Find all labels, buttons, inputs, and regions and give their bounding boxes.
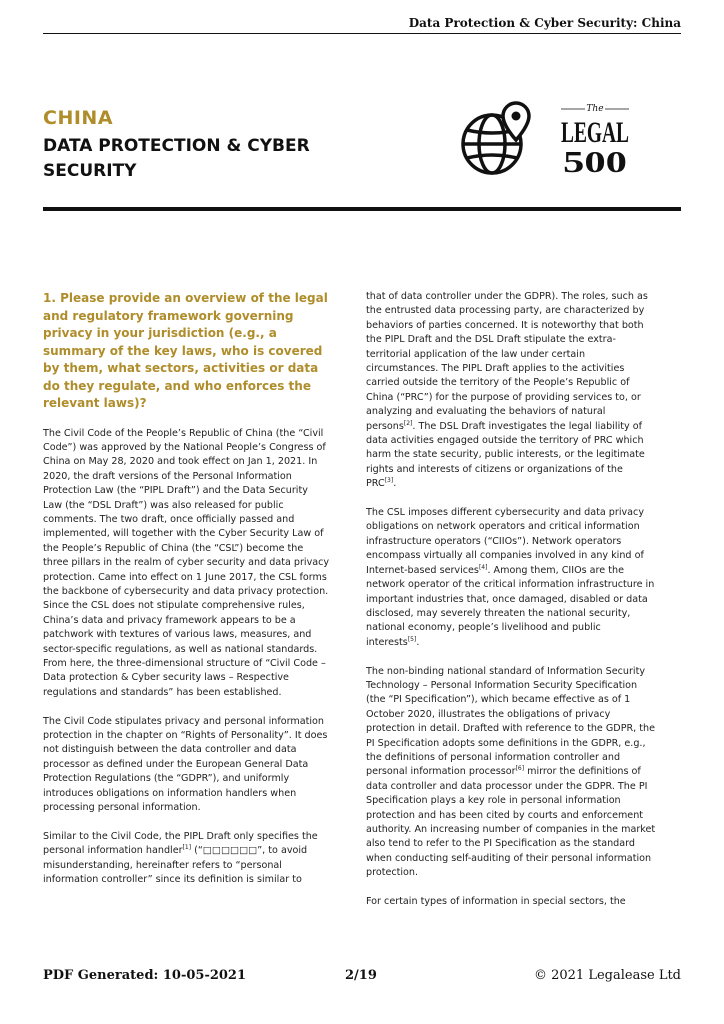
paragraph: The Civil Code stipulates privacy and personal information protection in the chapter on “Rights of Personality”. It does not distinguish between the data controller and data processor as defined under the European General Data Protection Regulations (the “GDPR”), and uniformly introduces obligations on information handlers when processing personal information. — [43, 715, 328, 814]
page-number: 2/19 — [345, 968, 377, 983]
footnote-ref[interactable]: [1] — [182, 844, 192, 852]
title-divider — [43, 207, 681, 211]
question-heading: 1. Please provide an overview of the legal and regulatory framework governing privacy in your jurisdiction (e.g., a summary of the key laws, who is covered by them, what sectors, activities or data do they regulate, and who enforces the relevant laws)? — [43, 291, 328, 410]
paragraph: The CSL imposes different cybersecurity and data privacy obligations on network operators and critical information infrastructure operators (“CIIOs”). Network operators encompass virtually all companies involved in any kind of Internet-based services[4]. Among them, CIIOs are the network operator of the critical information infrastructure in important industries that, once damaged, disabled or data disclosed, may severely threaten the national security, national economy, people’s livelihood and public interests[5]. — [366, 507, 655, 648]
footnote-ref[interactable]: [4] — [478, 563, 488, 571]
footnote-ref[interactable]: [2] — [403, 419, 413, 427]
footnote-ref[interactable]: [6] — [515, 765, 525, 773]
pdf-generated-date: PDF Generated: 10-05-2021 — [43, 968, 247, 983]
page-footer — [43, 968, 681, 988]
footnote-ref[interactable]: [3] — [384, 477, 394, 485]
title-block — [43, 106, 373, 184]
copyright: © 2021 Legalease Ltd — [533, 968, 681, 983]
logo-top-text: LEGAL — [561, 116, 629, 149]
logo-bottom-text: 500 — [563, 144, 627, 179]
country-heading: CHINA — [43, 107, 114, 129]
paragraph: Similar to the Civil Code, the PIPL Draft only specifies the personal information handler[1] (“□□□□□□”, to avoid misunderstanding, hereinafter refers to “personal information controller” since its definition is similar to — [43, 830, 318, 886]
paragraph: For certain types of information in special sectors, the — [366, 896, 626, 908]
right-column — [366, 290, 656, 924]
legal-500-logo — [555, 100, 635, 180]
logo-small-text: The — [586, 104, 604, 114]
paragraph: The Civil Code of the People’s Republic of China (the “Civil Code”) was approved by the National People’s Congress of China on May 28, 2020 and took effect on Jan 1, 2021. In 2020, the draft versions of the Personal Information Protection Law (the “PIPL Draft”) and the Data Security Law (the “DSL Draft”) was also released for public comments. The two draft, once officially passed and implemented, will together with the Cyber Security Law of the People’s Republic of China (the “CSL”) become the three pillars in the realm of cyber security and data privacy protection. Came into effect on 1 June 2017, the CSL forms the backbone of cybersecurity and data privacy protection. Since the CSL does not stipulate comprehensive rules, China’s data and privacy framework appears to be a patchwork with textures of various laws, measures, and sector-specific regulations, as well as national standards. From here, the three-dimensional structure of “Civil Code – Data protection & Cyber security laws – Respective regulations and standards” has been established. — [43, 427, 330, 698]
paragraph: that of data controller under the GDPR). The roles, such as the entrusted data processing party, are characterized by behaviors of parties concerned. It is noteworthy that both the PIPL Draft and the DSL Draft stipulate the extra-territorial application of the law under certain circumstances. The PIPL Draft applies to the activities carried outside the territory of the People’s Republic of China (“PRC”) for the purpose of providing services to, or analyzing and evaluating the behaviors of natural persons[2]. The DSL Draft investigates the legal liability of data activities engaged outside the territory of PRC which harm the state security, public interests, or the legitimate rights and interests of citizens or organizations of the PRC[3]. — [366, 291, 648, 490]
paragraph: The non-binding national standard of Information Security Technology – Personal Information Security Specification (the “PI Specification”), which became effective as of 1 October 2020, illustrates the obligations of privacy protection in detail. Drafted with reference to the GDPR, the PI Specification adopts some definitions in the GDPR, e.g., the definitions of personal information controller and personal information processor[6] mirror the definitions of data controller and data processor under the GDPR. The PI Specification plays a key role in personal information protection and has been cited by courts and enforcement authority. An increasing number of companies in the market also tend to refer to the PI Specification as the standard when conducting self-auditing of their personal information protection. — [366, 665, 656, 879]
running-header: Data Protection & Cyber Security: China — [43, 14, 681, 34]
footnote-ref[interactable]: [5] — [407, 635, 417, 643]
page-title: DATA PROTECTION & CYBER SECURITY — [43, 136, 310, 181]
globe-location-icon — [456, 100, 538, 182]
left-column — [43, 290, 330, 902]
